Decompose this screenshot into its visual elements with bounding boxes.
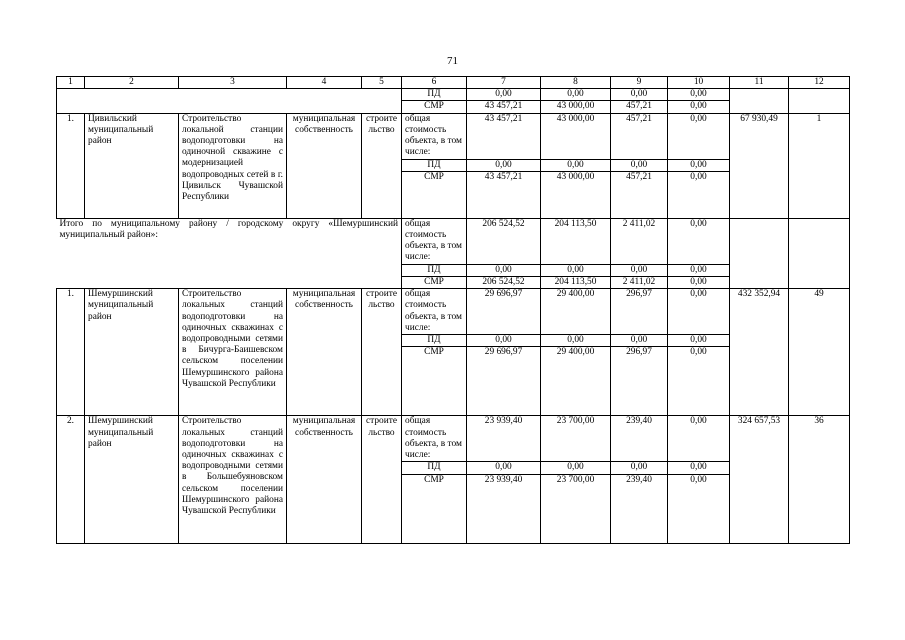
- cell-value: 204 113,50: [541, 218, 611, 264]
- cell-value: 0,00: [668, 113, 730, 159]
- cell-value: 0,00: [611, 159, 668, 171]
- cell-value: 457,21: [611, 171, 668, 218]
- cell-label: СМР: [402, 277, 467, 289]
- cell-value: 2 411,02: [611, 277, 668, 289]
- cell-value: 296,97: [611, 289, 668, 335]
- cell-value: 43 457,21: [467, 101, 541, 113]
- cell-blank: [730, 89, 789, 113]
- table-row: [57, 113, 850, 159]
- cell-value: 0,00: [668, 347, 730, 416]
- cell-label: общая стоимость объекта, в том числе:: [402, 289, 467, 335]
- cell-col11: 67 930,49: [730, 113, 789, 218]
- cell-col12: 49: [789, 289, 850, 416]
- cell-value: 206 524,52: [467, 277, 541, 289]
- cell-value: 0,00: [611, 335, 668, 347]
- cell-value: 0,00: [668, 277, 730, 289]
- cell-label: общая стоимость объекта, в том числе:: [402, 218, 467, 264]
- header-cell: 12: [789, 77, 850, 89]
- investment-table: [56, 76, 850, 544]
- cell-label: ПД: [402, 462, 467, 474]
- header-cell: 10: [668, 77, 730, 89]
- district-cell: Цивильский муниципальный район: [85, 113, 179, 218]
- cell-value: 457,21: [611, 101, 668, 113]
- cell-value: 0,00: [668, 171, 730, 218]
- cell-col11: 324 657,53: [730, 416, 789, 543]
- cell-value: 0,00: [467, 462, 541, 474]
- cell-value: 23 939,40: [467, 416, 541, 462]
- header-cell: 4: [287, 77, 362, 89]
- header-cell: 2: [85, 77, 179, 89]
- object-description: Строительство локальной станции водоподготовки на одиночной скважине с модернизацией водопроводных сетей в г. Цивильск Чувашской Республики: [179, 113, 287, 218]
- cell-value: 29 696,97: [467, 347, 541, 416]
- cell-value: 0,00: [611, 264, 668, 276]
- cell-col11: 432 352,94: [730, 289, 789, 416]
- cell-col12: 36: [789, 416, 850, 543]
- cell-value: 2 411,02: [611, 218, 668, 264]
- table-row: [57, 289, 850, 335]
- header-cell: 6: [402, 77, 467, 89]
- header-cell: 1: [57, 77, 85, 89]
- cell-value: 0,00: [668, 218, 730, 264]
- cell-value: 0,00: [668, 416, 730, 462]
- cell-value: 0,00: [611, 462, 668, 474]
- work-type-cell: строительство: [362, 113, 402, 218]
- cell-value: 0,00: [467, 89, 541, 101]
- cell-label: СМР: [402, 474, 467, 543]
- cell-value: 239,40: [611, 474, 668, 543]
- cell-blank: [789, 89, 850, 113]
- carryover-blank: [57, 89, 402, 113]
- row-number: 1.: [57, 289, 85, 416]
- cell-label: СМР: [402, 171, 467, 218]
- table-row: [57, 218, 850, 264]
- work-type-cell: строительство: [362, 289, 402, 416]
- cell-value: 0,00: [541, 264, 611, 276]
- cell-value: 0,00: [541, 89, 611, 101]
- cell-value: 204 113,50: [541, 277, 611, 289]
- page-number: 71: [447, 55, 458, 67]
- header-cell: 8: [541, 77, 611, 89]
- cell-label: ПД: [402, 335, 467, 347]
- cell-value: 43 457,21: [467, 113, 541, 159]
- header-row: [57, 77, 850, 89]
- cell-value: 0,00: [541, 335, 611, 347]
- object-description: Строительство локальных станций водоподготовки на одиночных скважинах с водопроводными сетями в Бичурга-Баишевском сельском поселении Шемуршинского района Чувашской Республики: [179, 289, 287, 416]
- cell-value: 206 524,52: [467, 218, 541, 264]
- cell-value: 0,00: [668, 474, 730, 543]
- cell-value: 457,21: [611, 113, 668, 159]
- header-cell: 11: [730, 77, 789, 89]
- cell-label: ПД: [402, 89, 467, 101]
- cell-col12: 1: [789, 113, 850, 218]
- cell-value: 0,00: [611, 89, 668, 101]
- district-cell: Шемуршинский муниципальный район: [85, 416, 179, 543]
- cell-label: общая стоимость объекта, в том числе:: [402, 113, 467, 159]
- cell-value: 239,40: [611, 416, 668, 462]
- cell-value: 0,00: [668, 101, 730, 113]
- cell-value: 0,00: [467, 335, 541, 347]
- ownership-cell: муниципальная собственность: [287, 416, 362, 543]
- work-type-cell: строительство: [362, 416, 402, 543]
- cell-value: 23 939,40: [467, 474, 541, 543]
- cell-value: 0,00: [668, 89, 730, 101]
- cell-value: 43 000,00: [541, 171, 611, 218]
- cell-label: общая стоимость объекта, в том числе:: [402, 416, 467, 462]
- cell-value: 0,00: [668, 335, 730, 347]
- ownership-cell: муниципальная собственность: [287, 289, 362, 416]
- header-cell: 7: [467, 77, 541, 89]
- cell-value: 43 000,00: [541, 101, 611, 113]
- cell-blank: [730, 218, 789, 288]
- subtotal-label: Итого по муниципальному району / городскому округу «Шемуршинский муниципальный район»:: [57, 218, 402, 288]
- cell-value: 0,00: [541, 462, 611, 474]
- header-cell: 5: [362, 77, 402, 89]
- cell-value: 29 400,00: [541, 289, 611, 335]
- cell-value: 0,00: [668, 462, 730, 474]
- cell-value: 29 400,00: [541, 347, 611, 416]
- cell-value: 23 700,00: [541, 474, 611, 543]
- header-cell: 9: [611, 77, 668, 89]
- cell-blank: [789, 218, 850, 288]
- cell-value: 0,00: [668, 264, 730, 276]
- cell-label: ПД: [402, 264, 467, 276]
- table-row: [57, 89, 850, 101]
- cell-label: СМР: [402, 101, 467, 113]
- cell-value: 43 000,00: [541, 113, 611, 159]
- cell-value: 23 700,00: [541, 416, 611, 462]
- district-cell: Шемуршинский муниципальный район: [85, 289, 179, 416]
- cell-value: 43 457,21: [467, 171, 541, 218]
- row-number: 2.: [57, 416, 85, 543]
- object-description: Строительство локальных станций водоподготовки на одиночных скважинах с водопроводными сетями в Большебуяновском сельском поселении Шемуршинского района Чувашской Республики: [179, 416, 287, 543]
- ownership-cell: муниципальная собственность: [287, 113, 362, 218]
- cell-value: 0,00: [467, 264, 541, 276]
- header-cell: 3: [179, 77, 287, 89]
- cell-value: 0,00: [668, 159, 730, 171]
- cell-label: СМР: [402, 347, 467, 416]
- table-row: [57, 416, 850, 462]
- cell-label: ПД: [402, 159, 467, 171]
- cell-value: 29 696,97: [467, 289, 541, 335]
- cell-value: 0,00: [541, 159, 611, 171]
- cell-value: 0,00: [467, 159, 541, 171]
- cell-value: 0,00: [668, 289, 730, 335]
- row-number: 1.: [57, 113, 85, 218]
- cell-value: 296,97: [611, 347, 668, 416]
